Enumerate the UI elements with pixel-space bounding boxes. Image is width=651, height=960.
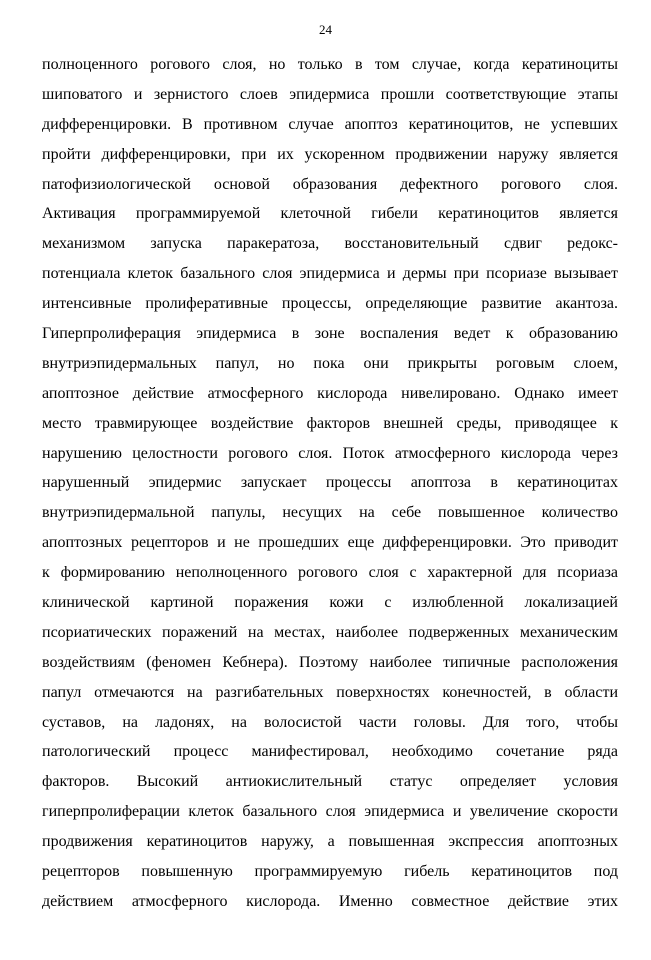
- text-line: место травмирующее воздействие факторов внешней среды, приводящее к: [42, 414, 618, 432]
- text-line: папул отмечаются на разгибательных поверхностях конечностей, в области: [42, 683, 618, 701]
- text-line: рецепторов повышенную программируемую гибель кератиноцитов под: [42, 863, 618, 881]
- text-line: нарушению целостности рогового слоя. Поток атмосферного кислорода через: [42, 444, 618, 462]
- text-line: нарушенный эпидермис запускает процессы апоптоза в кератиноцитах: [42, 474, 618, 492]
- text-line: интенсивные пролиферативные процессы, определяющие развитие акантоза.: [42, 295, 618, 313]
- text-line: дифференцировки. В противном случае апоптоз кератиноцитов, не успевших: [42, 115, 618, 133]
- body-text: [42, 50, 618, 917]
- text-line: суставов, на ладонях, на волосистой части головы. Для того, чтобы: [42, 713, 618, 731]
- text-line: шиповатого и зернистого слоев эпидермиса прошли соответствующие этапы: [42, 85, 618, 103]
- text-line: патологический процесс манифестировал, необходимо сочетание ряда: [42, 743, 618, 761]
- text-line: пройти дифференцировки, при их ускоренном продвижении наружу является: [42, 145, 618, 163]
- page-number: 24: [319, 22, 332, 37]
- text-line: внутриэпидермальной папулы, несущих на себе повышенное количество: [42, 504, 618, 522]
- text-line: действием атмосферного кислорода. Именно совместное действие этих: [42, 892, 618, 910]
- text-line: клинической картиной поражения кожи с излюбленной локализацией: [42, 594, 618, 612]
- text-line: полноценного рогового слоя, но только в том случае, когда кератиноциты: [42, 56, 618, 73]
- text-line: Активация программируемой клеточной гибели кератиноцитов является: [42, 205, 618, 223]
- text-line: апоптозное действие атмосферного кислорода нивелировано. Однако имеет: [42, 384, 618, 402]
- text-line: к формированию неполноценного рогового слоя с характерной для псориаза: [42, 564, 618, 582]
- text-line: внутриэпидермальных папул, но пока они прикрыты роговым слоем,: [42, 354, 618, 372]
- text-line: апоптозных рецепторов и не прошедших еще дифференцировки. Это приводит: [42, 534, 618, 552]
- text-line: Гиперпролиферация эпидермиса в зоне воспаления ведет к образованию: [42, 325, 618, 343]
- text-line: потенциала клеток базального слоя эпидермиса и дермы при псориазе вызывает: [42, 265, 618, 283]
- text-line: механизмом запуска паракератоза, восстановительный сдвиг редокс-: [42, 235, 618, 253]
- text-line: псориатических поражений на местах, наиболее подверженных механическим: [42, 623, 618, 641]
- text-line: воздействиям (феномен Кебнера). Поэтому наиболее типичные расположения: [42, 653, 618, 671]
- text-line: патофизиологической основой образования дефектного рогового слоя.: [42, 175, 618, 193]
- text-line: гиперпролиферации клеток базального слоя эпидермиса и увеличение скорости: [42, 803, 618, 821]
- text-line: продвижения кератиноцитов наружу, а повышенная экспрессия апоптозных: [42, 833, 618, 851]
- text-line: факторов. Высокий антиокислительный статус определяет условия: [42, 773, 618, 791]
